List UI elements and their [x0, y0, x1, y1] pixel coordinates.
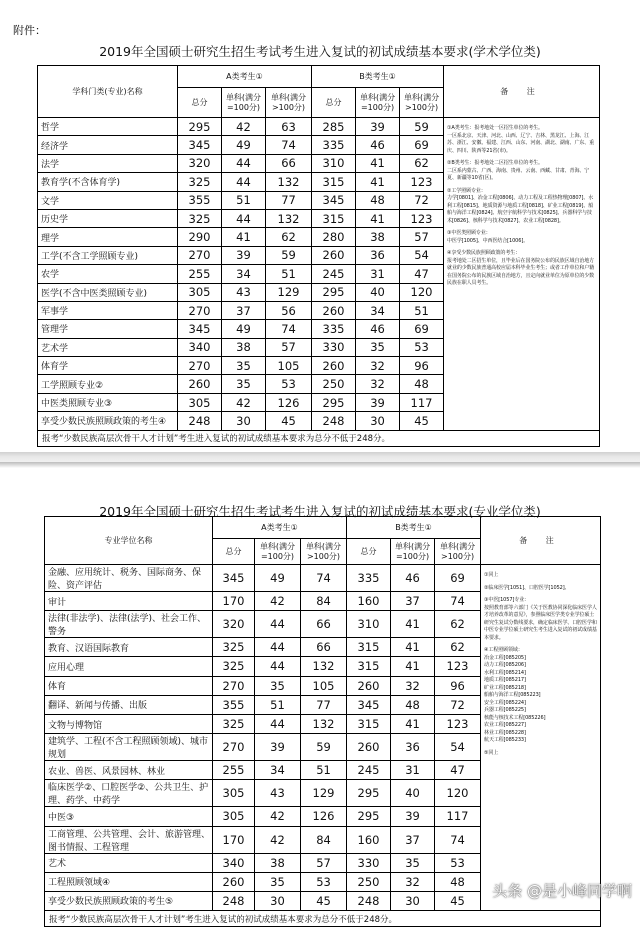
- subject-name: 应用心理: [45, 657, 213, 676]
- b-score: 53: [400, 338, 444, 356]
- note-line: 动力工程[085206]: [484, 662, 526, 668]
- b-score: 248: [347, 891, 391, 910]
- b-score: 250: [312, 375, 356, 393]
- b-score: 74: [435, 826, 481, 853]
- a-score: 37: [222, 301, 266, 319]
- subject-name: 理学: [38, 228, 178, 246]
- b-score: 35: [356, 338, 400, 356]
- b-score: 330: [312, 338, 356, 356]
- footer-note: 报考“少数民族高层次骨干人才计划”考生进入复试的初试成绩基本要求为总分不低于248分。: [45, 911, 601, 927]
- b-score: 123: [400, 173, 444, 191]
- b-score: 72: [435, 695, 481, 714]
- a-score: 57: [266, 338, 312, 356]
- note-line: 安全工程[085224]: [484, 699, 526, 706]
- a-score: 51: [301, 761, 347, 780]
- b-score: 295: [312, 283, 356, 301]
- subject-name: 体育: [45, 676, 213, 695]
- b-score: 62: [400, 154, 444, 172]
- a-score: 290: [178, 228, 222, 246]
- table2-title: 2019年全国硕士研究生招生考试考生进入复试的初试成绩基本要求(专业学位类): [99, 504, 541, 519]
- subject-name: 金融、应用统计、税务、国际商务、保险、资产评估: [45, 565, 213, 592]
- b-score: 30: [356, 412, 400, 430]
- a-score: 77: [301, 695, 347, 714]
- b-score: 32: [356, 375, 400, 393]
- b-score: 40: [391, 780, 435, 807]
- b-score: 245: [347, 761, 391, 780]
- b-score: 260: [347, 734, 391, 761]
- a-score: 42: [222, 118, 266, 136]
- b-score: 285: [312, 118, 356, 136]
- subject-name: 经济学: [38, 136, 178, 154]
- b-score: 41: [391, 611, 435, 638]
- b-score: 39: [356, 393, 400, 411]
- a-score: 59: [301, 734, 347, 761]
- note-line: 农业工程[085227]: [484, 722, 526, 728]
- a-score: 325: [213, 638, 255, 657]
- b-score: 41: [391, 657, 435, 676]
- a-score: 49: [222, 136, 266, 154]
- a-score: 51: [266, 265, 312, 283]
- b-score: 41: [391, 638, 435, 657]
- a-single-100-header: 单科(满分=100分): [255, 539, 301, 565]
- a-score: 30: [222, 412, 266, 430]
- b-score: 53: [435, 853, 481, 872]
- note-line: 核能与核技术工程[085226]: [484, 714, 546, 721]
- note-line: 地质工程[085217]: [484, 677, 526, 683]
- a-score: 320: [178, 154, 222, 172]
- subject-name: 军事学: [38, 301, 178, 319]
- note-line: 按照教育部等六部门《关于医教协同深化临床医学人才培养改革的意见》，参照临床医学类专业学位硕士研究生复试分数线要求，确定临床医学、口腔医学和中医专业学位硕士研究生考生进入复试的初试成绩基本要求。: [484, 604, 597, 641]
- b-score: 335: [312, 320, 356, 338]
- a-score: 44: [255, 611, 301, 638]
- subject-name: 哲学: [38, 118, 178, 136]
- a-score: 43: [255, 780, 301, 807]
- b-score: 62: [435, 611, 481, 638]
- b-score: 295: [347, 807, 391, 826]
- a-score: 345: [178, 320, 222, 338]
- b-score: 248: [312, 412, 356, 430]
- a-score: 355: [178, 191, 222, 209]
- notes-header: 备 注: [481, 517, 601, 565]
- a-score: 41: [222, 228, 266, 246]
- a-score: 45: [301, 891, 347, 910]
- a-score: 35: [222, 375, 266, 393]
- a-single-100-header: 单科(满分=100分): [222, 88, 266, 118]
- a-score: 340: [178, 338, 222, 356]
- b-score: 37: [391, 826, 435, 853]
- a-score: 305: [178, 283, 222, 301]
- a-score: 44: [255, 714, 301, 733]
- a-score: 325: [178, 173, 222, 191]
- a-score: 74: [266, 320, 312, 338]
- b-score: 260: [312, 357, 356, 375]
- subject-name: 艺术学: [38, 338, 178, 356]
- a-score: 38: [222, 338, 266, 356]
- a-score: 30: [255, 891, 301, 910]
- a-score: 345: [213, 565, 255, 592]
- a-score: 74: [266, 136, 312, 154]
- b-score: 48: [400, 375, 444, 393]
- a-score: 248: [213, 891, 255, 910]
- table1-title: 2019年全国硕士研究生招生考试考生进入复试的初试成绩基本要求(学术学位类): [99, 44, 541, 59]
- a-score: 270: [213, 676, 255, 695]
- b-single-over100-header: 单科(满分>100分): [400, 88, 444, 118]
- a-score: 42: [255, 826, 301, 853]
- note-line: 中医学[1005]、中西医结合[1006]。: [447, 237, 529, 244]
- watermark: 头条 @是小峰同学啊: [492, 882, 632, 900]
- b-score: 41: [356, 154, 400, 172]
- b-score: 117: [435, 807, 481, 826]
- a-score: 84: [301, 826, 347, 853]
- b-score: 59: [400, 118, 444, 136]
- a-score: 355: [213, 695, 255, 714]
- a-score: 49: [222, 320, 266, 338]
- subject-name: 文物与博物馆: [45, 714, 213, 733]
- note-line: 力学[0801]、冶金工程[0806]、动力工程及工程热物理[0807]、水利工程[0815]、地质资源与地质工程[0818]、矿业工程[0819]、船舶与海洋工程[0824]、航空宇航科学与技术[0825]、兵器科学与技术[0826]、核科学与技术[0827]、农业工程[0828]。: [447, 195, 594, 224]
- a-score: 34: [255, 761, 301, 780]
- b-score: 260: [312, 301, 356, 319]
- b-score: 69: [400, 136, 444, 154]
- b-score: 123: [435, 657, 481, 676]
- a-category-header: A类考生①: [178, 66, 312, 88]
- a-score: 44: [222, 173, 266, 191]
- note-line: 报考地处二区招生单位，且毕业后在国务院公布的民族区域自治地方就业的少数民族普通高校应届本科毕业生考生；或者工作单位和户籍在国务院公布的民族区域自治地方，且定向就业单位为原单位的少数民族在职人员考生。: [447, 257, 595, 286]
- table-row: [45, 565, 601, 592]
- b-score: 45: [400, 412, 444, 430]
- b-score: 315: [312, 173, 356, 191]
- a-score: 84: [301, 592, 347, 611]
- b-score: 260: [312, 246, 356, 264]
- a-score: 105: [266, 357, 312, 375]
- a-score: 270: [213, 734, 255, 761]
- a-single-over100-header: 单科(满分>100分): [301, 539, 347, 565]
- b-score: 69: [400, 320, 444, 338]
- a-score: 35: [222, 357, 266, 375]
- b-score: 280: [312, 228, 356, 246]
- subject-name: 中医③: [45, 807, 213, 826]
- subject-name: 艺术: [45, 853, 213, 872]
- a-score: 53: [301, 872, 347, 891]
- note-line: 船舶与海洋工程[085223]: [484, 692, 541, 698]
- subject-name: 教育学(不含体育学): [38, 173, 178, 191]
- b-score: 48: [435, 872, 481, 891]
- header-row: [45, 517, 601, 539]
- subject-name: 农学: [38, 265, 178, 283]
- footer-row: [38, 430, 600, 446]
- subject-name: 审计: [45, 592, 213, 611]
- b-score: 315: [347, 638, 391, 657]
- b-score: 96: [400, 357, 444, 375]
- b-score: 32: [391, 872, 435, 891]
- b-score: 54: [400, 246, 444, 264]
- a-score: 42: [255, 592, 301, 611]
- b-score: 315: [347, 657, 391, 676]
- a-score: 132: [266, 209, 312, 227]
- b-score: 62: [435, 638, 481, 657]
- b-category-header: B类考生①: [312, 66, 444, 88]
- note-line: ④享受少数民族照顾政策的考生：: [447, 250, 521, 256]
- b-score: 335: [347, 565, 391, 592]
- subject-name: 翻译、新闻与传播、出版: [45, 695, 213, 714]
- subject-name: 工商管理、公共管理、会计、旅游管理、图书情报、工程管理: [45, 826, 213, 853]
- b-score: 160: [347, 826, 391, 853]
- subject-name: 享受少数民族照顾政策的考生④: [38, 412, 178, 430]
- a-score: 305: [213, 807, 255, 826]
- a-score: 295: [178, 118, 222, 136]
- footer-note: 报考“少数民族高层次骨干人才计划”考生进入复试的初试成绩基本要求为总分不低于248分。: [38, 430, 600, 446]
- academic-degree-table: [37, 65, 600, 447]
- b-score: 31: [356, 265, 400, 283]
- a-score: 260: [213, 872, 255, 891]
- a-score: 56: [266, 301, 312, 319]
- note-line: ②工学照顾专业：: [447, 187, 486, 194]
- subject-name: 工学(不含工学照顾专业): [38, 246, 178, 264]
- a-score: 320: [213, 611, 255, 638]
- footer-row: [45, 911, 601, 927]
- note-line: ②B类考生：报考地处二区招生单位的考生。: [447, 160, 543, 166]
- b-single-100-header: 单科(满分=100分): [391, 539, 435, 565]
- subject-name: 教育、汉语国际教育: [45, 638, 213, 657]
- b-total-header: 总分: [347, 539, 391, 565]
- b-score: 117: [400, 393, 444, 411]
- b-score: 345: [312, 191, 356, 209]
- a-score: 45: [266, 412, 312, 430]
- a-score: 260: [178, 375, 222, 393]
- b-score: 46: [356, 320, 400, 338]
- a-score: 34: [222, 265, 266, 283]
- b-score: 123: [435, 714, 481, 733]
- b-score: 31: [391, 761, 435, 780]
- b-score: 72: [400, 191, 444, 209]
- a-score: 255: [178, 265, 222, 283]
- b-score: 315: [312, 209, 356, 227]
- b-score: 295: [347, 780, 391, 807]
- b-score: 48: [356, 191, 400, 209]
- note-line: ⑤同上: [484, 749, 499, 756]
- subject-name: 管理学: [38, 320, 178, 338]
- a-score: 270: [178, 301, 222, 319]
- a-score: 325: [178, 209, 222, 227]
- a-score: 44: [222, 154, 266, 172]
- a-score: 66: [301, 638, 347, 657]
- a-score: 66: [266, 154, 312, 172]
- subject-name: 建筑学、工程(不含工程照顾领域)、城市规划: [45, 734, 213, 761]
- notes-cell: [481, 565, 601, 911]
- a-score: 44: [255, 657, 301, 676]
- note-line: ④工程照顾领域：: [484, 647, 523, 653]
- b-score: 335: [312, 136, 356, 154]
- subject-header: 学科门类(专业)名称: [38, 66, 178, 118]
- b-score: 57: [400, 228, 444, 246]
- a-score: 305: [213, 780, 255, 807]
- b-total-header: 总分: [312, 88, 356, 118]
- subject-name: 中医类照顾专业③: [38, 393, 178, 411]
- b-score: 120: [400, 283, 444, 301]
- b-score: 54: [435, 734, 481, 761]
- b-score: 260: [347, 676, 391, 695]
- a-score: 132: [266, 173, 312, 191]
- subject-header: 专业学位名称: [45, 517, 213, 565]
- header-row: [38, 66, 600, 88]
- b-score: 40: [356, 283, 400, 301]
- b-score: 345: [347, 695, 391, 714]
- a-score: 49: [255, 565, 301, 592]
- note-line: ①同上: [484, 572, 499, 578]
- b-score: 69: [435, 565, 481, 592]
- a-score: 51: [255, 695, 301, 714]
- b-score: 96: [435, 676, 481, 695]
- professional-degree-table: [44, 516, 601, 927]
- a-score: 63: [266, 118, 312, 136]
- note-line: 二区系内蒙古、广西、海南、贵州、云南、西藏、甘肃、青海、宁夏、新疆等10省(区)。: [447, 167, 590, 181]
- a-score: 57: [301, 853, 347, 872]
- a-score: 43: [222, 283, 266, 301]
- subject-name: 工学照顾专业②: [38, 375, 178, 393]
- b-score: 51: [400, 301, 444, 319]
- b-score: 245: [312, 265, 356, 283]
- a-score: 305: [178, 393, 222, 411]
- b-score: 39: [391, 807, 435, 826]
- a-score: 105: [301, 676, 347, 695]
- note-line: ①A类考生：报考地处一区招生单位的考生。: [447, 125, 543, 131]
- note-line: 矿业工程[085218]: [484, 684, 526, 691]
- b-score: 38: [356, 228, 400, 246]
- a-score: 74: [301, 565, 347, 592]
- b-score: 295: [312, 393, 356, 411]
- a-total-header: 总分: [178, 88, 222, 118]
- note-line: 兵器工程[085225]: [484, 707, 526, 713]
- subject-name: 工程照顾领域④: [45, 872, 213, 891]
- b-score: 47: [400, 265, 444, 283]
- attachment-label: 附件：: [13, 24, 46, 37]
- a-score: 325: [213, 714, 255, 733]
- b-score: 160: [347, 592, 391, 611]
- b-score: 30: [391, 891, 435, 910]
- a-score: 340: [213, 853, 255, 872]
- a-score: 255: [213, 761, 255, 780]
- a-score: 129: [266, 283, 312, 301]
- subject-name: 文学: [38, 191, 178, 209]
- a-score: 170: [213, 592, 255, 611]
- a-score: 53: [266, 375, 312, 393]
- a-score: 51: [222, 191, 266, 209]
- b-single-over100-header: 单科(满分>100分): [435, 539, 481, 565]
- a-score: 132: [301, 657, 347, 676]
- subject-name: 法律(非法学)、法律(法学)、社会工作、警务: [45, 611, 213, 638]
- subject-name: 体育学: [38, 357, 178, 375]
- a-score: 345: [178, 136, 222, 154]
- subject-name: 临床医学②、口腔医学②、公共卫生、护理、药学、中药学: [45, 780, 213, 807]
- b-score: 120: [435, 780, 481, 807]
- note-line: ②临床医学[1051]、口腔医学[1052]、: [484, 584, 570, 591]
- a-score: 325: [213, 657, 255, 676]
- b-score: 32: [391, 676, 435, 695]
- b-score: 41: [356, 209, 400, 227]
- b-score: 36: [391, 734, 435, 761]
- note-line: 水利工程[085214]: [484, 669, 526, 676]
- subject-name: 享受少数民族照顾政策的考生⑤: [45, 891, 213, 910]
- b-score: 330: [347, 853, 391, 872]
- table-row: [38, 118, 600, 136]
- note-line: 林业工程[085228]: [484, 729, 526, 736]
- a-score: 39: [255, 734, 301, 761]
- note-line: 冶金工程[085205]: [484, 654, 526, 661]
- notes-cell: [444, 118, 600, 431]
- b-score: 39: [356, 118, 400, 136]
- page-shadow: [0, 462, 640, 468]
- b-score: 45: [435, 891, 481, 910]
- b-score: 315: [347, 714, 391, 733]
- b-score: 47: [435, 761, 481, 780]
- subject-name: 法学: [38, 154, 178, 172]
- a-total-header: 总分: [213, 539, 255, 565]
- a-score: 126: [301, 807, 347, 826]
- b-score: 46: [356, 136, 400, 154]
- b-score: 35: [391, 853, 435, 872]
- note-line: 航天工程[085233]: [484, 737, 526, 743]
- a-score: 129: [301, 780, 347, 807]
- a-score: 126: [266, 393, 312, 411]
- b-score: 310: [347, 611, 391, 638]
- a-score: 132: [301, 714, 347, 733]
- b-score: 48: [391, 695, 435, 714]
- b-score: 123: [400, 209, 444, 227]
- b-score: 37: [391, 592, 435, 611]
- note-line: ③中医[1057]专业：: [484, 597, 529, 603]
- a-score: 44: [222, 209, 266, 227]
- a-score: 77: [266, 191, 312, 209]
- a-score: 270: [178, 246, 222, 264]
- b-score: 74: [435, 592, 481, 611]
- notes-header: 备 注: [444, 66, 600, 118]
- a-score: 35: [255, 872, 301, 891]
- b-score: 46: [391, 565, 435, 592]
- note-line: ③中医类照顾专业：: [447, 230, 491, 236]
- b-score: 36: [356, 246, 400, 264]
- a-single-over100-header: 单科(满分>100分): [266, 88, 312, 118]
- b-score: 41: [391, 714, 435, 733]
- b-score: 34: [356, 301, 400, 319]
- a-score: 270: [178, 357, 222, 375]
- a-score: 42: [222, 393, 266, 411]
- a-category-header: A类考生①: [213, 517, 347, 539]
- b-category-header: B类考生①: [347, 517, 481, 539]
- b-single-100-header: 单科(满分=100分): [356, 88, 400, 118]
- a-score: 59: [266, 246, 312, 264]
- a-score: 248: [178, 412, 222, 430]
- a-score: 35: [255, 676, 301, 695]
- a-score: 38: [255, 853, 301, 872]
- subject-name: 农业、兽医、风景园林、林业: [45, 761, 213, 780]
- a-score: 39: [222, 246, 266, 264]
- b-score: 250: [347, 872, 391, 891]
- a-score: 44: [255, 638, 301, 657]
- subject-name: 历史学: [38, 209, 178, 227]
- b-score: 310: [312, 154, 356, 172]
- b-score: 41: [356, 173, 400, 191]
- a-score: 170: [213, 826, 255, 853]
- note-line: 一区系北京、天津、河北、山西、辽宁、吉林、黑龙江、上海、江苏、浙江、安徽、福建、江西、山东、河南、湖北、湖南、广东、重庆、四川、陕西等21省(市)。: [447, 132, 595, 154]
- b-score: 32: [356, 357, 400, 375]
- a-score: 62: [266, 228, 312, 246]
- a-score: 66: [301, 611, 347, 638]
- subject-name: 医学(不含中医类照顾专业): [38, 283, 178, 301]
- a-score: 42: [255, 807, 301, 826]
